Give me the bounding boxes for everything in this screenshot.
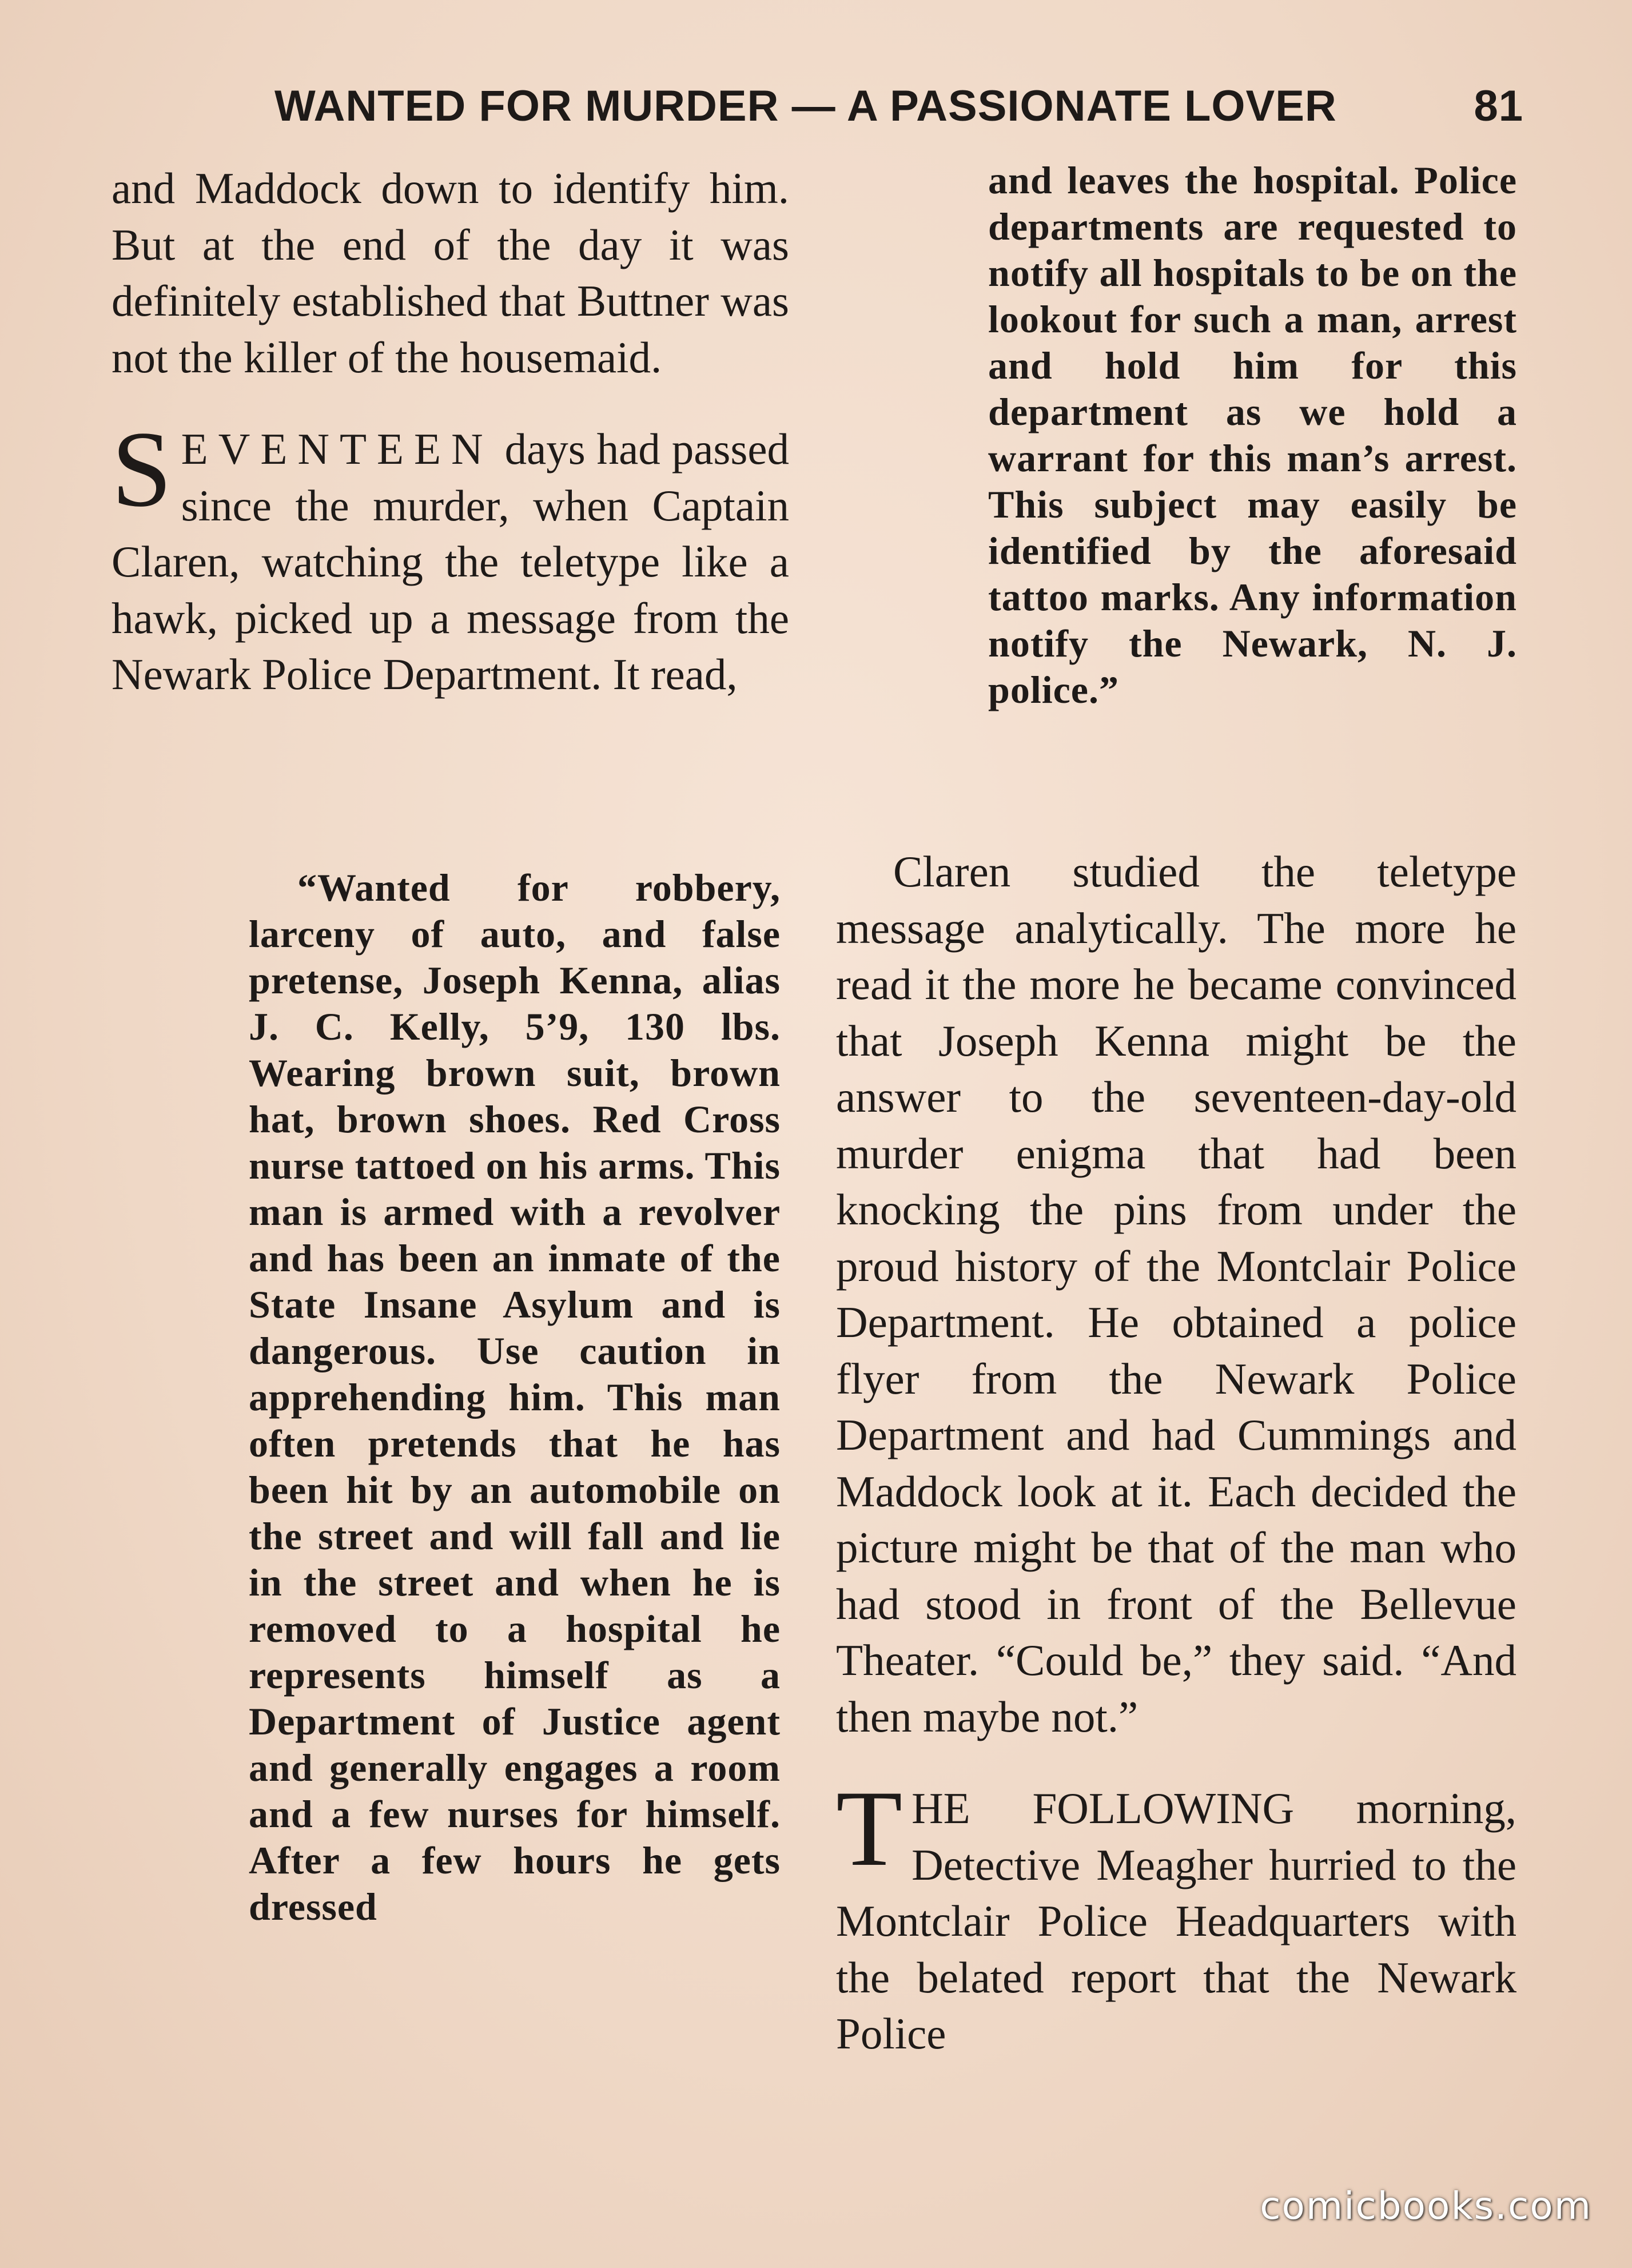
running-header	[274, 74, 1523, 137]
teletype-quote-continued-text: and leaves the hospital. Police departments are requested to notify all hospitals to be on the lookout for such a man, arrest and hold him for this department as we hold a warrant for this man’s arrest. This subject may easily be identified by the aforesaid tattoo marks. Any information notify the Newark, N. J. police.”	[988, 158, 1517, 711]
right-para-2	[836, 1769, 1516, 2062]
right-para-1: Claren studied the teletype message analytically. The more he read it the more he became convinced that Joseph Kenna might be the answer to the seventeen-day-old murder enigma that had been knocking the pins from under the proud history of the Montclair Police Department. He obtained a police flyer from the Newark Police Department and had Cummings and Maddock look at it. Each decided the picture might be that of the man who had stood in front of the Bellevue Theater. “Could be,” they said. “And then maybe not.”	[836, 847, 1516, 1741]
site-watermark: comicbooks.com	[1260, 2184, 1592, 2228]
teletype-quote-text: “Wanted for robbery, larceny of auto, and false pretense, Joseph Kenna, alias J. C. Kelly, 5’9, 130 lbs. Wearing brown suit, brown hat, brown shoes. Red Cross nurse tattoed on his arms. This man is armed with a revolver and has been an inmate of the State Insane Asylum and is dangerous. Use caution in apprehending him. This man often pretends that he has been hit by an automobile on the street and will fall and lie in the street and when he is removed to a hospital he represents himself as a Department of Justice agent and generally engages a room and a few nurses for himself. After a few hours he gets dressed	[249, 866, 781, 1928]
teletype-quote-continued	[988, 157, 1517, 713]
left-column	[112, 160, 789, 703]
right-column	[836, 843, 1516, 2062]
left-para-1: and Maddock down to identify him. But at the end of the day it was definitely established that Buttner was not the killer of the housemaid.	[112, 164, 789, 382]
teletype-quote	[249, 865, 781, 1930]
drop-cap-t: T	[836, 1769, 903, 1889]
left-para-2-text: days had passed since the murder, when Captain Claren, watching the teletype like a hawk, picked up a message from the Newark Police Department. It read,	[112, 424, 789, 699]
running-title: WANTED FOR MURDER — A PASSIONATE LOVER	[274, 81, 1337, 130]
drop-cap-s: S	[112, 409, 172, 530]
lead-word: EVENTEEN	[181, 424, 493, 474]
page-number: 81	[1474, 81, 1523, 130]
right-para-2-text: HE FOLLOWING morning, Detective Meagher hurried to the Montclair Police Headquarters with the belated report that the Newark Police	[836, 1784, 1516, 2058]
left-para-2	[112, 409, 789, 703]
